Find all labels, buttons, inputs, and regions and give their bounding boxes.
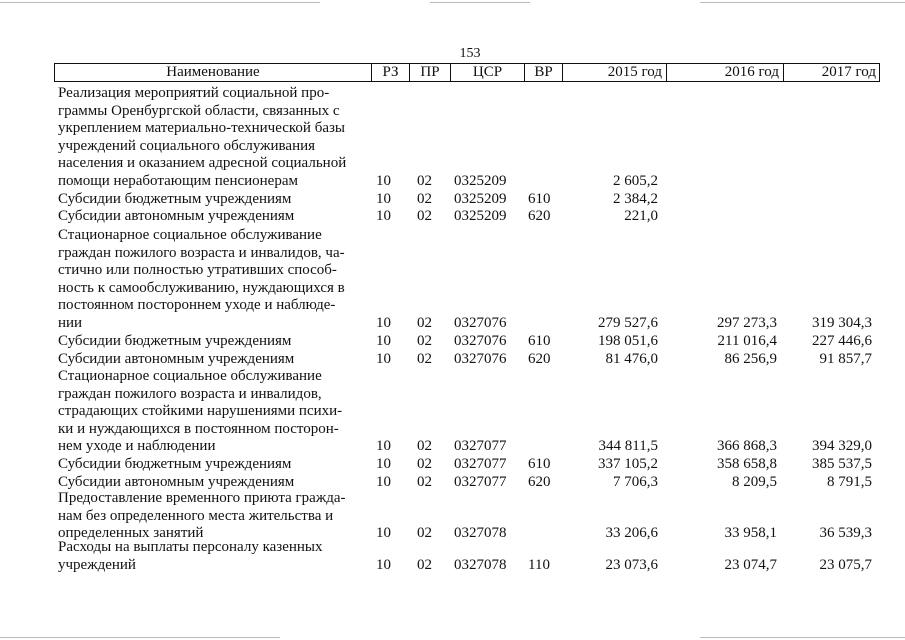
cell-pr: 02	[417, 333, 432, 349]
table-row	[0, 85, 905, 191]
cell-amount-2016: 8 209,5	[732, 474, 777, 490]
row-name-line: Субсидии автономным учреждениям	[58, 208, 295, 224]
header-name: Наименование	[55, 64, 372, 81]
header-2016: 2016 год	[667, 64, 784, 81]
row-name-line: определенных занятий	[58, 525, 204, 542]
row-name-line: нем уходе и наблюдении	[58, 438, 216, 455]
row-name-line: Субсидии автономным учреждениям	[58, 474, 295, 490]
cell-vr: 610	[528, 456, 551, 472]
cell-rz: 10	[376, 333, 391, 349]
cell-rz: 10	[376, 173, 391, 189]
row-name-line: постоянном постороннем уходе и наблюде-	[58, 297, 336, 314]
cell-pr: 02	[417, 474, 432, 490]
cell-pr: 02	[417, 173, 432, 189]
row-name	[58, 191, 363, 209]
cell-rz: 10	[376, 191, 391, 207]
row-name-line: помощи неработающим пенсионерам	[58, 172, 298, 189]
cell-csr: 0327076	[454, 315, 507, 331]
header-pr: ПР	[410, 64, 451, 81]
header-rz: РЗ	[372, 64, 410, 81]
cell-csr: 0327076	[454, 333, 507, 349]
cell-amount-2015: 23 073,6	[605, 556, 658, 573]
cell-csr: 0327077	[454, 474, 507, 490]
row-name-line: Расходы на выплаты персоналу казенных	[58, 539, 323, 555]
table-row	[0, 368, 905, 456]
cell-amount-2016: 358 658,8	[717, 456, 777, 472]
row-name-line: учреждений социального обслуживания	[58, 137, 316, 154]
table-row	[0, 227, 905, 333]
cell-amount-2017: 227 446,6	[812, 333, 872, 349]
row-name-line: Стационарное социальное обслуживание	[58, 227, 322, 243]
cell-pr: 02	[417, 315, 432, 331]
cell-rz: 10	[376, 438, 391, 455]
table-row	[0, 351, 905, 369]
cell-amount-2015: 2 384,2	[613, 191, 658, 207]
table-row	[0, 333, 905, 351]
row-name-line: Предоставление временного приюта гражда-	[58, 490, 346, 506]
cell-amount-2015: 2 605,2	[613, 173, 658, 189]
cell-pr: 02	[417, 525, 432, 542]
row-name	[58, 333, 363, 351]
row-name-line: Реализация мероприятий социальной про-	[58, 85, 330, 101]
table-header	[54, 63, 880, 82]
cell-amount-2016: 86 256,9	[724, 351, 777, 367]
cell-amount-2015: 198 051,6	[598, 333, 658, 349]
cell-rz: 10	[376, 474, 391, 490]
cell-amount-2017: 394 329,0	[812, 438, 872, 455]
cell-csr: 0325209	[454, 208, 507, 224]
header-2017: 2017 год	[821, 64, 876, 80]
row-name	[58, 456, 363, 474]
row-name-line: ность к самообслуживанию, нуждающихся в	[58, 279, 345, 296]
cell-vr: 610	[528, 191, 551, 207]
cell-vr: 110	[528, 556, 550, 573]
row-name-line: укреплением материально-технической базы	[58, 120, 346, 137]
cell-amount-2017: 8 791,5	[827, 474, 872, 490]
table-row	[0, 456, 905, 474]
cell-vr: 610	[528, 333, 551, 349]
row-name-line: Субсидии бюджетным учреждениям	[58, 333, 292, 349]
header-2015: 2015 год	[563, 64, 667, 81]
row-name	[58, 351, 363, 369]
cell-csr: 0327077	[454, 456, 507, 472]
row-name-line: нии	[58, 314, 83, 331]
cell-pr: 02	[417, 351, 432, 367]
row-name	[58, 368, 363, 456]
cell-amount-2017: 23 075,7	[819, 556, 872, 573]
cell-rz: 10	[376, 556, 391, 573]
row-name-line: Субсидии бюджетным учреждениям	[58, 456, 292, 472]
header-vr: ВР	[525, 64, 563, 81]
row-name-line: страдающих стойкими нарушениями психи-	[58, 403, 343, 420]
cell-vr: 620	[528, 208, 551, 224]
cell-amount-2015: 33 206,6	[605, 525, 658, 542]
row-name-line: ки и нуждающихся в постоянном посторон-	[58, 420, 339, 437]
cell-amount-2017: 91 857,7	[819, 351, 872, 367]
cell-csr: 0327076	[454, 351, 507, 367]
cell-amount-2016: 366 868,3	[717, 438, 777, 455]
cell-pr: 02	[417, 208, 432, 224]
row-name-line: стично или полностью утративших способ-	[58, 262, 337, 279]
cell-amount-2015: 221,0	[624, 208, 658, 224]
row-name	[58, 474, 363, 492]
cell-rz: 10	[376, 351, 391, 367]
cell-amount-2016: 297 273,3	[717, 315, 777, 331]
cell-amount-2016: 211 016,4	[717, 333, 777, 349]
table-row	[0, 490, 905, 543]
cell-amount-2017: 319 304,3	[812, 315, 872, 331]
cell-vr: 620	[528, 474, 551, 490]
row-name	[58, 490, 363, 543]
cell-amount-2015: 7 706,3	[613, 474, 658, 490]
cell-amount-2015: 337 105,2	[598, 456, 658, 472]
page-number: 153	[459, 46, 481, 61]
cell-rz: 10	[376, 525, 391, 542]
cell-pr: 02	[417, 438, 432, 455]
cell-csr: 0327078	[454, 556, 507, 573]
cell-pr: 02	[417, 556, 432, 573]
table-row	[0, 191, 905, 209]
row-name-line: Субсидии бюджетным учреждениям	[58, 191, 292, 207]
table-row	[0, 539, 905, 574]
cell-csr: 0325209	[454, 173, 507, 189]
cell-amount-2017: 36 539,3	[819, 525, 872, 542]
cell-amount-2016: 33 958,1	[724, 525, 777, 542]
row-name	[58, 539, 363, 574]
row-name	[58, 208, 363, 226]
row-name-line: Стационарное социальное обслуживание	[58, 368, 322, 384]
cell-csr: 0325209	[454, 191, 507, 207]
row-name-line: населения и оказанием адресной социальной	[58, 155, 347, 172]
row-name-line: граждан пожилого возраста и инвалидов,	[58, 385, 322, 402]
cell-rz: 10	[376, 456, 391, 472]
cell-csr: 0327077	[454, 438, 507, 455]
cell-pr: 02	[417, 191, 432, 207]
row-name-line: Субсидии автономным учреждениям	[58, 351, 295, 367]
cell-amount-2015: 344 811,5	[598, 438, 658, 455]
row-name-line: граммы Оренбургской области, связанных с	[58, 102, 340, 119]
cell-amount-2015: 81 476,0	[605, 351, 658, 367]
row-name-line: нам без определенного места жительства и	[58, 507, 334, 524]
cell-rz: 10	[376, 208, 391, 224]
cell-amount-2016: 23 074,7	[724, 556, 777, 573]
row-name	[58, 227, 363, 333]
cell-rz: 10	[376, 315, 391, 331]
cell-vr: 620	[528, 351, 551, 367]
row-name-line: учреждений	[58, 556, 136, 573]
row-name-line: граждан пожилого возраста и инвалидов, ча-	[58, 244, 345, 261]
cell-pr: 02	[417, 456, 432, 472]
row-name	[58, 85, 363, 191]
header-csr: ЦСР	[451, 64, 525, 81]
cell-amount-2015: 279 527,6	[598, 315, 658, 331]
cell-csr: 0327078	[454, 525, 507, 542]
cell-amount-2017: 385 537,5	[812, 456, 872, 472]
table-row	[0, 474, 905, 492]
table-row	[0, 208, 905, 226]
